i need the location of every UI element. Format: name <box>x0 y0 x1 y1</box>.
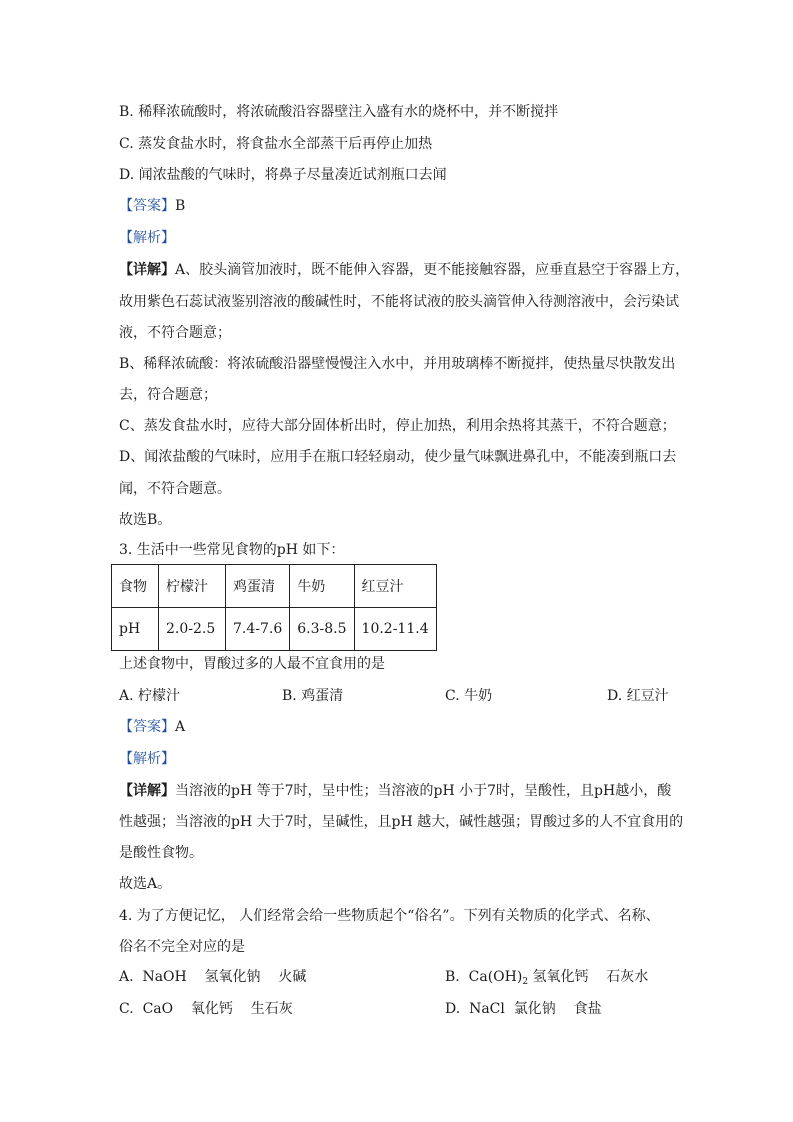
q3-detail-line <box>119 781 671 801</box>
answer-tag: 【答案】 <box>119 719 175 735</box>
detail-text: 当溶液的pH 等于7时，呈中性；当溶液的pH 小于7时，呈酸性，且pH越小，酸 <box>175 783 672 799</box>
answer-value: B <box>175 198 186 214</box>
table-cell: 食物 <box>112 565 159 608</box>
q2-analysis-tag: 【解析】 <box>119 230 175 246</box>
q4-option-a: A. NaOH 氢氧化钠 火碱 <box>119 969 307 985</box>
table-cell: 7.4-7.6 <box>226 608 290 651</box>
q2-option-d: D. 闻浓盐酸的气味时，将鼻子尽量凑近试剂瓶口去闻 <box>119 167 447 183</box>
table-cell: pH <box>112 608 159 651</box>
q2-option-c: C. 蒸发食盐水时，将食盐水全部蒸干后再停止加热 <box>119 136 433 152</box>
q3-detail-line: 性越强；当溶液的pH 大于7时，呈碱性，且pH 越大，碱性越强；胃酸过多的人不宜食用的 <box>119 814 684 830</box>
q3-detail-line: 是酸性食物。 <box>119 845 203 861</box>
answer-tag: 【答案】 <box>119 198 175 214</box>
q4-option-b <box>445 967 648 992</box>
table-row <box>112 608 437 651</box>
q3-question: 上述食物中，胃酸过多的人最不宜食用的是 <box>119 656 385 672</box>
q2-detail-line: D、闻浓盐酸的气味时，应用手在瓶口轻轻扇动，使少量气味飘进鼻孔中，不能凑到瓶口去 <box>119 449 677 465</box>
q2-detail-line: 故用紫色石蕊试液鉴别溶液的酸碱性时，不能将试液的胶头滴管伸入待测溶液中，会污染试 <box>119 294 679 310</box>
q3-answer <box>119 717 185 737</box>
table-cell: 红豆汁 <box>354 565 436 608</box>
q3-stem: 3. 生活中一些常见食物的pH 如下： <box>119 542 345 558</box>
formula: B. Ca(OH) <box>445 969 523 985</box>
table-cell: 10.2-11.4 <box>354 608 436 651</box>
q4-stem: 4. 为了方便记忆， 人们经常会给一些物质起个“俗名”。下列有关物质的化学式、名称、 <box>119 908 660 924</box>
q3-option-a: A. 柠檬汁 <box>119 688 181 704</box>
table-cell: 柠檬汁 <box>159 565 226 608</box>
q2-detail-line: 液，不符合题意； <box>119 325 231 341</box>
detail-tag: 【详解】 <box>119 262 175 278</box>
q3-conclusion: 故选A。 <box>119 876 172 892</box>
q2-detail-line: B、稀释浓硫酸：将浓硫酸沿器壁慢慢注入水中，并用玻璃棒不断搅拌，使热量尽快散发出 <box>119 356 676 372</box>
q3-option-b: B. 鸡蛋清 <box>282 688 344 704</box>
q3-option-d: D. 红豆汁 <box>607 688 669 704</box>
ph-table <box>111 564 437 651</box>
q4-stem: 俗名不完全对应的是 <box>119 939 245 955</box>
q3-analysis-tag: 【解析】 <box>119 751 175 767</box>
q2-answer <box>119 196 185 216</box>
q2-conclusion: 故选B。 <box>119 512 172 528</box>
table-cell: 鸡蛋清 <box>226 565 290 608</box>
q2-detail-line: C、蒸发食盐水时，应待大部分固体析出时，停止加热，利用余热将其蒸干，不符合题意； <box>119 418 676 434</box>
q4-option-c: C. CaO 氧化钙 生石灰 <box>119 1001 293 1017</box>
option-text: 氢氧化钙 石灰水 <box>528 969 649 985</box>
table-row <box>112 565 437 608</box>
table-cell: 6.3-8.5 <box>290 608 354 651</box>
q2-detail-line <box>119 260 689 280</box>
q2-detail-line: 闻，不符合题意。 <box>119 481 231 497</box>
detail-tag: 【详解】 <box>119 783 175 799</box>
subscript: 2 <box>522 977 529 987</box>
answer-value: A <box>175 719 186 735</box>
table-cell: 2.0-2.5 <box>159 608 226 651</box>
q2-detail-line: 去，符合题意； <box>119 387 217 403</box>
q4-option-d: D. NaCl 氯化钠 食盐 <box>445 1001 602 1017</box>
table-cell: 牛奶 <box>290 565 354 608</box>
q3-option-c: C. 牛奶 <box>445 688 493 704</box>
detail-text: A、胶头滴管加液时，既不能伸入容器，更不能接触容器，应垂直悬空于容器上方， <box>175 262 690 278</box>
q2-option-b: B. 稀释浓硫酸时，将浓硫酸沿容器壁注入盛有水的烧杯中，并不断搅拌 <box>119 104 559 120</box>
